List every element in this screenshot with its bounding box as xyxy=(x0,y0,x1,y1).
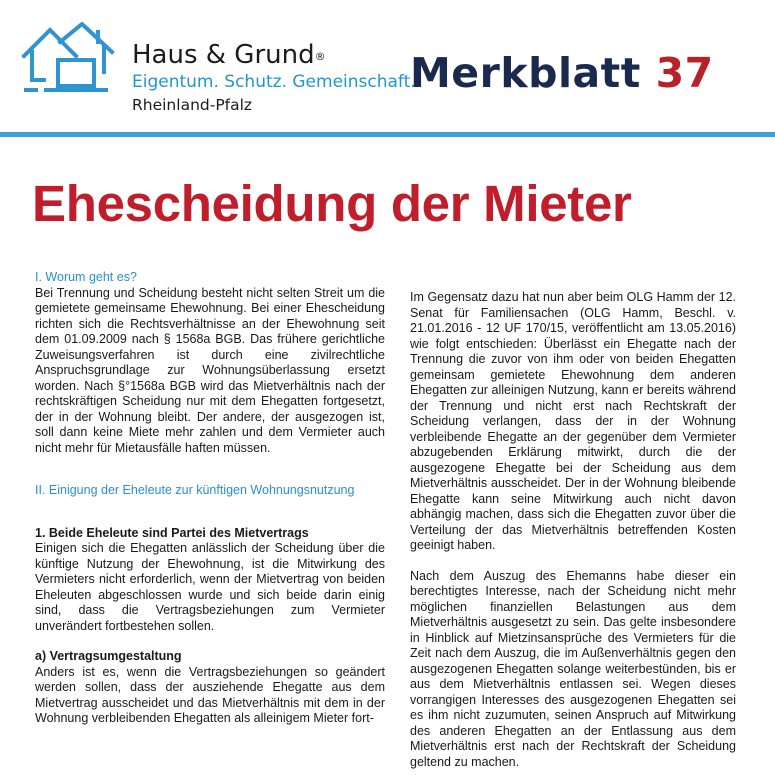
paragraph-olg-hamm: Im Gegensatz dazu hat nun aber beim OLG Hamm der 12. Senat für Familiensachen (OLG Hamm, Beschl. v. 21.01.2016 - 12 UF 170/15, veröffentlicht am 13.05.2016) wie folgt entschieden: Überlässt ein Ehegatte nach der Trennung die zuvor von ihm oder von beiden Ehegatten gemeinsam gemietete Ehewohnung dem anderen Ehegatten zur alleinigen Nutzung, kann er bereits während der Trennung und nicht erst nach Rechtskraft der Scheidung verlangen, dass der in der Wohnung verbleibende Ehegatte an der gegenüber dem Vermieter abzugebenden Erklärung mitwirkt, durch die der ausgezogene Ehegatte bei der Scheidung aus dem Mietverhältnis ausscheidet. Der in der Wohnung bleibende Ehegatte kann seine Mitwirkung auch nicht davon abhängig machen, dass sich die Ehegatten zuvor über die Verteilung der das Mietverhältnis betreffenden Kosten geeinigt haben. xyxy=(410,290,736,552)
document-title: Ehescheidung der Mieter xyxy=(32,175,632,232)
house-logo-icon xyxy=(20,22,118,100)
right-column xyxy=(410,290,736,770)
subsection-text-1: Einigen sich die Ehegatten anlässlich der Scheidung über die künftige Nutzung der Ehewohnung, ist die Mitwirkung des Vermieters nicht erforderlich, wenn der Mietvertrag von beiden Eheleuten abgeschlossen wurde und sich beide darin einig sind, dass die Vertragsbeziehungen zum Vermieter unverändert fortbestehen sollen. xyxy=(35,541,385,633)
section-heading-2: II. Einigung der Eheleute zur künftigen Wohnungsnutzung xyxy=(35,483,355,497)
header-divider xyxy=(0,132,775,137)
subsection-text-2: Anders ist es, wenn die Vertragsbeziehungen so geändert werden sollen, dass der ausziehende Ehegatte aus dem Mietvertrag ausscheidet und das Mietverhältnis mit dem in der Wohnung verbleibenden Ehegatten als alleinigem Mieter fort- xyxy=(35,664,385,725)
section-heading-1: I. Worum geht es? xyxy=(35,270,137,284)
subsection-heading-2: a) Vertragsumgestaltung xyxy=(35,649,182,663)
brand-name: Haus & Grund® xyxy=(132,40,326,70)
left-column xyxy=(35,270,385,727)
subsection-heading-1: 1. Beide Eheleute sind Partei des Mietvertrags xyxy=(35,525,309,540)
section-text-1: Bei Trennung und Scheidung besteht nicht selten Streit um die gemietete gemeinsame Ehewohnung. Bei einer Ehescheidung richten sich die Rechtsverhältnisse an der Ehewohnung seit dem 01.09.2009 nach § 1568a BGB. Das frühere gerichtliche Zuweisungsverfahren ist durch eine zivilrechtliche Anspruchsgrundlage zur Wohnungsüberlassung ersetzt worden. Nach §°1568a BGB wird das Mietverhältnis nach der rechtskräftigen Scheidung nur mit dem Ehegatten fortgesetzt, der in der Wohnung bleibt. Der andere, der ausgezogen ist, soll dann keine Miete mehr zahlen und dem Vermieter auch nicht mehr für Mietausfälle haften müssen. xyxy=(35,285,385,455)
sheet-label xyxy=(410,48,714,98)
brand-slogan: Eigentum. Schutz. Gemeinschaft. xyxy=(132,72,416,92)
paragraph-auszug: Nach dem Auszug des Ehemanns habe dieser ein berechtigtes Interesse, nach der Scheidung nicht mehr möglichen finanziellen Belastungen aus dem Mietverhältnis ausgesetzt zu sein. Das gelte insbesondere in Hinblick auf Mietzinsansprüche des Vermieters für die Zeit nach dem Auszug, die im Außenverhältnis gegen den ausgezogenen Ehegatten solange weiterbestünden, bis er aus dem Mietverhältnis entlassen sei. Wegen dieses vorrangigen Interesses des ausgezogenen Ehegatten sei es ihm nicht zuzumuten, seinen Anspruch auf Mitwirkung des anderen Ehegatten an der Entlassung aus dem Mietverhältnis erst nach der Rechtskraft der Scheidung geltend zu machen. xyxy=(410,568,736,769)
brand-block xyxy=(132,40,416,116)
registered-mark: ® xyxy=(314,50,326,63)
sheet-number: 37 xyxy=(655,49,714,97)
sheet-label-text: Merkblatt xyxy=(410,49,641,97)
brand-region: Rheinland-Pfalz xyxy=(132,96,253,114)
